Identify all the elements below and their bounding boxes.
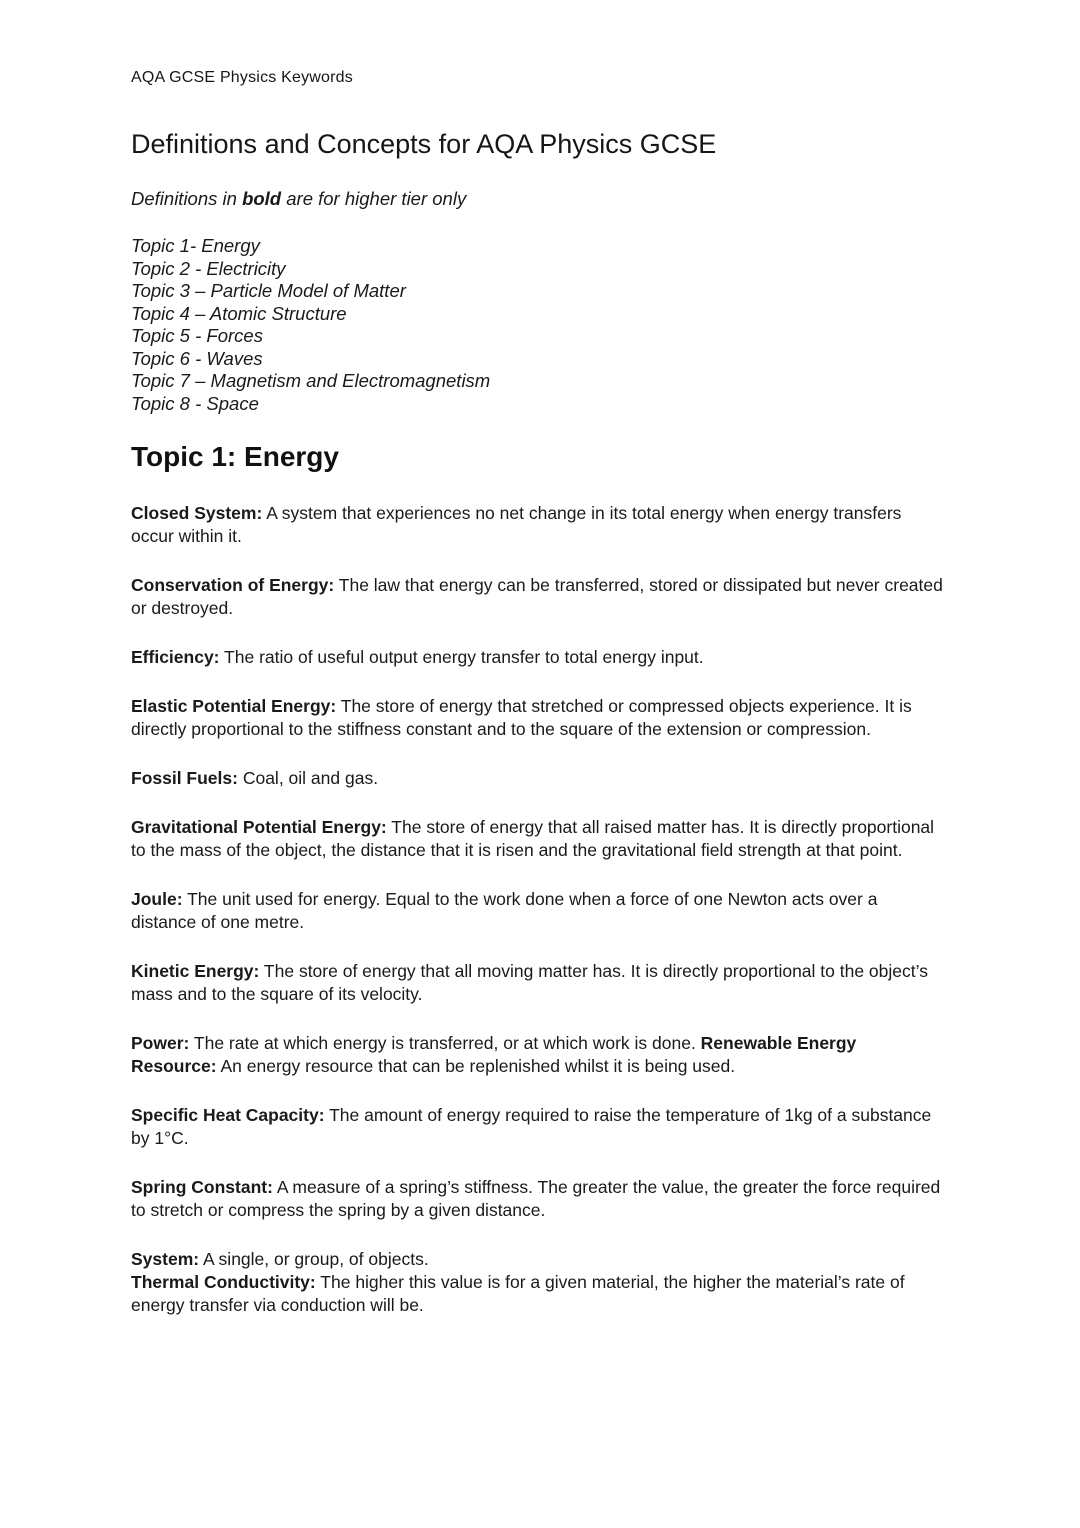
definition-paragraph bbox=[131, 695, 945, 741]
definition-paragraph bbox=[131, 1176, 945, 1222]
definition-paragraph bbox=[131, 646, 945, 669]
definition-paragraph bbox=[131, 767, 945, 790]
definition-paragraph bbox=[131, 502, 945, 548]
definition-term: Gravitational Potential Energy: bbox=[131, 817, 387, 837]
definition-term: Power: bbox=[131, 1033, 190, 1053]
subtitle-text-pre: Definitions in bbox=[131, 188, 243, 209]
topic-list-item: Topic 5 - Forces bbox=[131, 325, 263, 346]
definition-text: The amount of energy required to raise the temperature of 1kg of a substance by 1°C. bbox=[131, 1105, 932, 1148]
definition-paragraph bbox=[131, 888, 945, 934]
definition-text: A system that experiences no net change in its total energy when energy transfers occur within it. bbox=[131, 503, 902, 546]
definition-text: An energy resource that can be replenished whilst it is being used. bbox=[216, 1056, 736, 1076]
definition-term: Conservation of Energy: bbox=[131, 575, 335, 595]
definitions-list bbox=[131, 502, 945, 1317]
definition-term: Fossil Fuels: bbox=[131, 768, 238, 788]
definition-term: Elastic Potential Energy: bbox=[131, 696, 337, 716]
definition-text: The unit used for energy. Equal to the work done when a force of one Newton acts over a distance of one metre. bbox=[131, 889, 878, 932]
topic-list-item: Topic 7 – Magnetism and Electromagnetism bbox=[131, 370, 491, 391]
definition-paragraph bbox=[131, 960, 945, 1006]
definition-text: The store of energy that all raised matter has. It is directly proportional to the mass of the object, the distance that it is risen and the gravitational field strength at that point. bbox=[131, 817, 935, 860]
page-title: Definitions and Concepts for AQA Physics GCSE bbox=[131, 129, 717, 159]
definition-text: Coal, oil and gas. bbox=[237, 768, 379, 788]
definition-text: The store of energy that stretched or compressed objects experience. It is directly proportional to the stiffness constant and to the square of the extension or compression. bbox=[131, 696, 912, 739]
topic-list-item: Topic 8 - Space bbox=[131, 392, 259, 414]
section-heading: Topic 1: Energy bbox=[131, 441, 339, 472]
topic-list-item: Topic 6 - Waves bbox=[131, 347, 263, 369]
definition-text: A measure of a spring’s stiffness. The greater the value, the greater the force required to stretch or compress the spring by a given distance. bbox=[131, 1177, 941, 1220]
topic-list-item: Topic 2 - Electricity bbox=[131, 257, 286, 279]
definition-paragraph bbox=[131, 574, 945, 620]
definition-term: System: bbox=[131, 1249, 200, 1269]
subtitle bbox=[131, 187, 945, 210]
topic-list bbox=[131, 235, 945, 415]
definition-term: Kinetic Energy: bbox=[131, 961, 260, 981]
definition-text: The rate at which energy is transferred, or at which work is done. bbox=[189, 1033, 701, 1053]
definition-text: The higher this value is for a given material, the higher the material’s rate of energy transfer via conduction will be. bbox=[131, 1272, 905, 1315]
definition-term: Joule: bbox=[131, 889, 183, 909]
definition-term: Specific Heat Capacity: bbox=[131, 1105, 325, 1125]
page-header: AQA GCSE Physics Keywords bbox=[131, 69, 353, 86]
definition-paragraph bbox=[131, 1248, 945, 1317]
definition-paragraph bbox=[131, 816, 945, 862]
topic-list-item: Topic 1- Energy bbox=[131, 235, 260, 256]
definition-term: Closed System: bbox=[131, 503, 263, 523]
definition-term: Thermal Conductivity: bbox=[131, 1272, 316, 1292]
subtitle-text-post: are for higher tier only bbox=[281, 188, 467, 209]
definition-text: The ratio of useful output energy transfer to total energy input. bbox=[219, 647, 704, 667]
definition-paragraph bbox=[131, 1032, 945, 1078]
topic-list-item: Topic 3 – Particle Model of Matter bbox=[131, 280, 406, 301]
definition-term: Spring Constant: bbox=[131, 1177, 273, 1197]
definition-text: The store of energy that all moving matter has. It is directly proportional to the object’s mass and to the square of its velocity. bbox=[131, 961, 928, 1004]
definition-paragraph bbox=[131, 1104, 945, 1150]
definition-term: Efficiency: bbox=[131, 647, 220, 667]
definition-text: The law that energy can be transferred, stored or dissipated but never created or destroyed. bbox=[131, 575, 943, 618]
definition-text: A single, or group, of objects. bbox=[199, 1249, 429, 1269]
definition-term: Renewable Energy Resource: bbox=[131, 1033, 857, 1076]
topic-list-item: Topic 4 – Atomic Structure bbox=[131, 302, 347, 324]
subtitle-bold-word: bold bbox=[242, 188, 282, 209]
